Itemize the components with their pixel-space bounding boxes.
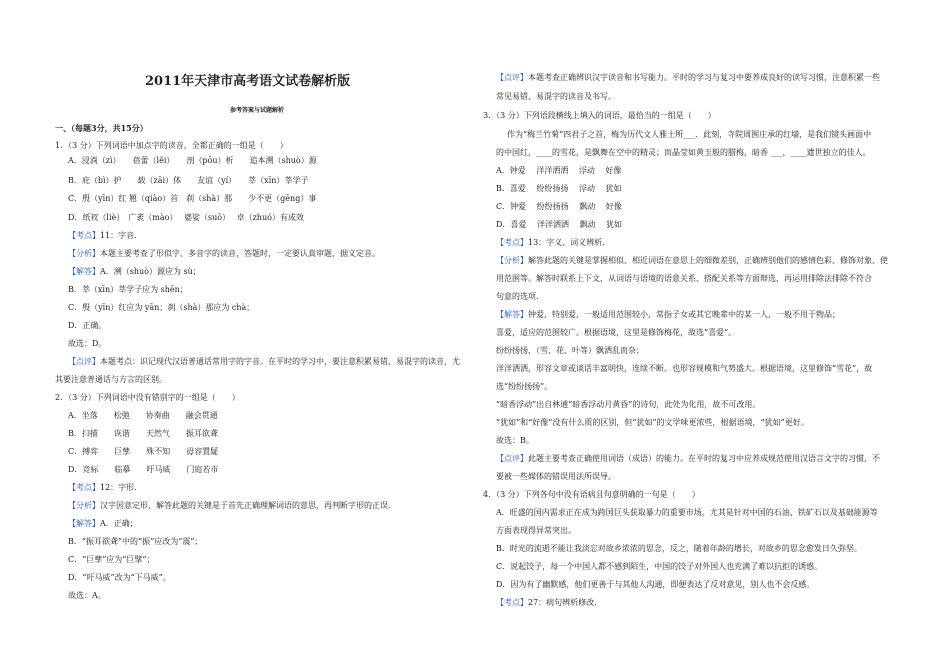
q1-answer: 故选：D。 xyxy=(68,339,107,348)
fenxi-tag: 【分析】 xyxy=(496,256,528,265)
q2-option-a: A．坐落 松弛 协奏曲 融会贯通 xyxy=(68,411,218,420)
q3-fenxi xyxy=(483,255,888,267)
q3-jieda-6: “暗香浮动”出自林逋“暗香浮动月黄昏”的诗句，此处为化用，故不可改用。 xyxy=(496,400,761,409)
q4-option-a-cont: 方面表现得异常突出。 xyxy=(496,526,576,535)
q1-kaodian-text: 11：字音． xyxy=(100,231,143,240)
q2-jieda-text: A．正确； xyxy=(100,519,138,528)
q3-fenxi-cont-2: 句意的选项. xyxy=(496,292,539,301)
q3-jieda-2: 喜爱，适应的范围较广。根据语境，这里是修饰梅花，故选“喜爱”。 xyxy=(496,328,737,337)
q3-jieda-3: 纷纷扬扬，（雪、花、叶等）飘洒乱而杂； xyxy=(496,346,644,355)
q1-kaodian xyxy=(55,230,142,242)
q3-fenxi-text: 解答此题的关键是掌握相似、相近词语在意思上的细微差别，正确辨别他们的感情色彩、修饰对象、使 xyxy=(528,256,888,265)
q2-option-d: D．竞标 临摹 吁马威 门庭若市 xyxy=(68,465,219,474)
q3-paragraph-2: 的中国红，____的雪花，是飘舞在空中的精灵；而晶莹如黄玉般的腊梅，暗香 ___，____遗世独立的佳人。 xyxy=(496,148,871,157)
fenxi-tag: 【分析】 xyxy=(68,501,100,510)
q2-option-c: C．搏弈 巨孳 殊不知 毋容置疑 xyxy=(68,447,219,456)
q3-option-d: D．喜爱 洋洋洒洒 飘动 犹如 xyxy=(496,220,623,229)
q2-dianping-text: 本题考查正确辨识汉字读音和书写能力。平时的学习与复习中要养成良好的读写习惯，注意积累一些 xyxy=(528,73,880,82)
q3-jieda xyxy=(483,309,840,321)
q2-fenxi-text: 汉字因意定形，解答此题的关键是于首先正确理解词语的意思，再判断字形的正误． xyxy=(100,501,396,510)
q3-jieda-4: 洋洋洒洒，形容文章或谈话丰富明快，连续不断。也形容规模和气势盛大。根据语境，这里修饰“雪花”，故 xyxy=(496,364,873,373)
q2-kaodian xyxy=(55,482,142,494)
q4-kaodian xyxy=(483,597,602,609)
q1-option-a: A．浸淌（zì） 蓓蕾（lěi） 剖（pōu）析 追本溯（shuò）源 xyxy=(68,156,317,165)
q1-stem: 1．（3 分）下列词语中加点字的读音，全都正确的一组是（ ） xyxy=(55,141,288,150)
q3-dianping-cont: 要被一些媒体的错误用法所误导。 xyxy=(496,472,616,481)
q2-answer: 故选：A。 xyxy=(68,591,106,600)
q3-dianping-text: 此题主要考查正确使用词语（成语）的能力。在平时的复习中应养成规范使用汉语言文字的习惯，不 xyxy=(528,454,880,463)
document-subtitle: 参考答案与试题解析 xyxy=(230,107,285,114)
q2-jieda-c: C．“巨孳”应为“巨擘”； xyxy=(68,555,155,564)
q3-jieda-5: 选“纷纷扬扬”。 xyxy=(496,382,553,391)
q1-dianping-cont: 其要注意普通话与方言的区别。 xyxy=(55,375,167,384)
q3-fenxi-cont-1: 用范围等。解答时联系上下文，从词语与语境的语意关系、搭配关系等方面辩选，再运用排除法排除不符合 xyxy=(496,274,872,283)
q4-option-a: A．旺盛的国内需求正在成为跨国巨头获取暴力的重要市场，尤其是针对中国的石油、铁矿石以及基础能源等 xyxy=(496,508,878,517)
q3-kaodian xyxy=(483,237,610,249)
q4-option-c: C．说起饺子，每一个中国人都不感到陌生，中国的饺子对外国人也充满了难以抗拒的诱惑。 xyxy=(496,562,823,571)
q1-fenxi-text: 本题主要考查了形似字、多音字的读音，答题时，一定要认真审题，据义定音。 xyxy=(100,249,380,258)
q2-dianping xyxy=(483,72,880,84)
q3-answer: 故选：B。 xyxy=(496,436,534,445)
q1-jieda xyxy=(55,266,201,278)
q2-jieda xyxy=(55,518,138,530)
kaodian-tag: 【考点】 xyxy=(68,483,100,492)
q4-stem: 4．（3 分）下列各句中没有语病且句意明确的一句是（ ） xyxy=(483,490,700,499)
dianping-tag: 【点评】 xyxy=(496,73,528,82)
jieda-tag: 【解答】 xyxy=(68,267,100,276)
section-heading: 一、（每题3分，共15分） xyxy=(55,123,148,133)
q1-jieda-d: D．正确。 xyxy=(68,321,107,330)
q2-jieda-d: D．“吁马威”改为“下马威”。 xyxy=(68,573,171,582)
q1-jieda-text: A．溯（shuò）源应为 sù； xyxy=(100,267,201,276)
jieda-tag: 【解答】 xyxy=(496,310,528,319)
q3-kaodian-text: 13：字义、词义辨析． xyxy=(528,238,611,247)
fenxi-tag: 【分析】 xyxy=(68,249,100,258)
q1-option-c: C．殷（yīn）红 翘（qiào）首 刹（shà）那 少不更（gēng）事 xyxy=(68,194,317,203)
q1-dianping-text: 本题考点：识记现代汉语普通话常用字的字音。在平时的学习中，要注意积累易错、易混字的读音，尤 xyxy=(100,357,460,366)
q2-fenxi xyxy=(55,500,396,512)
q4-option-b: B．时光的流逝不能让我淡忘对故乡浓浓的思念，反之，随着年龄的增长，对故乡的思念愈发日久弥坚。 xyxy=(496,544,862,553)
q1-jieda-b: B．莘（xīn）莘学子应为 shēn； xyxy=(68,285,188,294)
q3-jieda-text: 钟爱，特别爱，一般适用范围较小，常指子女或其它晚辈中的某一人，一般不用于物品； xyxy=(528,310,840,319)
q2-jieda-b: B．“振耳欲聋”中的“振”应改为“震”； xyxy=(68,537,203,546)
document-title: 2011年天津市高考语文试卷解析版 xyxy=(145,74,351,89)
kaodian-tag: 【考点】 xyxy=(68,231,100,240)
q2-option-b: B．扫描 诙谐 天然气 振耳欲聋 xyxy=(68,429,218,438)
dianping-tag: 【点评】 xyxy=(496,454,528,463)
q3-stem: 3．（3 分）下列语段横线上填入的词语，最恰当的一组是（ ） xyxy=(483,111,716,120)
q2-kaodian-text: 12：字形． xyxy=(100,483,143,492)
dianping-tag: 【点评】 xyxy=(68,357,100,366)
q1-option-d: D．纸衩（liè） 广袤（mào） 婆娑（suō） 卓（zhuó）有成效 xyxy=(68,213,304,222)
q4-kaodian-text: 27：病句辨析修改． xyxy=(528,598,603,607)
q2-dianping-cont: 常见易错、易混字的读音及书写。 xyxy=(496,92,616,101)
q3-dianping xyxy=(483,453,880,465)
q1-fenxi xyxy=(55,248,380,260)
q3-option-b: B．喜爱 纷纷扬扬 浮动 犹如 xyxy=(496,184,622,193)
q1-dianping xyxy=(55,356,460,368)
q2-stem: 2．（3 分）下列词语中没有错别字的一组是（ ） xyxy=(55,393,240,402)
q4-option-d: D．因为有了幽默感，他们更善于与其他人沟通，即便表达了反对意见，别人也不会反感。 xyxy=(496,580,815,589)
q1-option-b: B．庇（bì）护 载（zāi）体 友谊（yí） 莘（xīn）莘学子 xyxy=(68,176,309,185)
kaodian-tag: 【考点】 xyxy=(496,238,528,247)
jieda-tag: 【解答】 xyxy=(68,519,100,528)
q3-option-c: C．钟爱 纷纷扬扬 飘动 好像 xyxy=(496,202,622,211)
kaodian-tag: 【考点】 xyxy=(496,598,528,607)
q3-option-a: A．钟爱 洋洋洒洒 浮动 好像 xyxy=(496,166,622,175)
q3-paragraph-1: 作为“梅兰竹菊”四君子之首，梅为历代文人雅士所___．此刻，寺院周围庄承的红墙，是我们镜头画面中 xyxy=(507,130,872,139)
q3-jieda-7: “犹如”和“好像”没有什么质的区别，但“犹如”的文学味更浓些，根据语境，“犹如”更好。 xyxy=(496,418,809,427)
q1-jieda-c: C．殷（yīn）红应为 yān；刹（shà）那应为 chà； xyxy=(68,303,255,312)
